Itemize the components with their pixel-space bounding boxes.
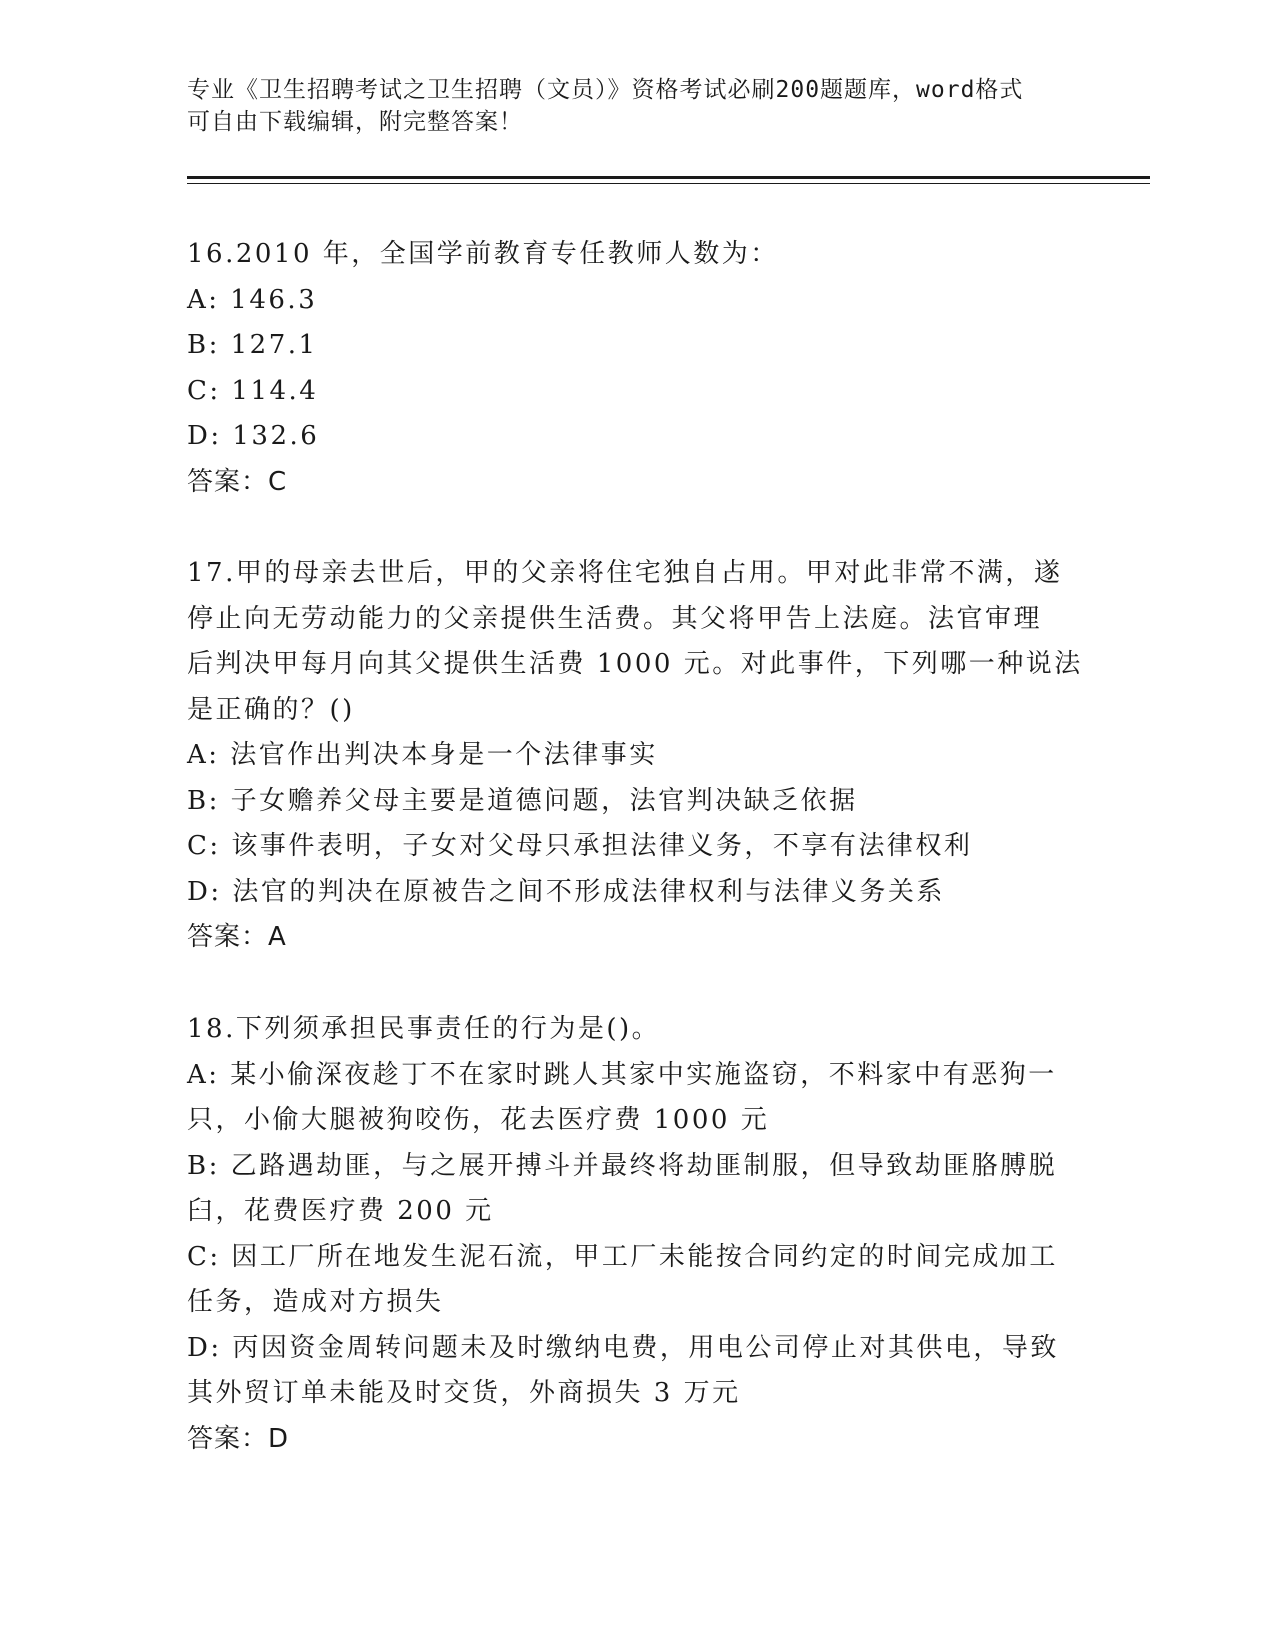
option-c-continued: 任务，造成对方损失 bbox=[187, 1287, 444, 1317]
answer: 答案：C bbox=[187, 466, 288, 497]
option-b-continued: 臼，花费医疗费 200 元 bbox=[187, 1196, 494, 1226]
answer: 答案：A bbox=[187, 922, 287, 952]
option-a: A: 法官作出判决本身是一个法律事实 bbox=[187, 740, 658, 770]
option-c: C: 因工厂所在地发生泥石流，甲工厂未能按合同约定的时间完成加工 bbox=[187, 1241, 1058, 1272]
header-divider-thin bbox=[187, 183, 1150, 184]
question-16 bbox=[187, 232, 1077, 505]
question-18 bbox=[187, 1007, 1077, 1462]
header-divider-thick bbox=[187, 176, 1150, 179]
question-17 bbox=[187, 551, 1083, 961]
header-line: 专业《卫生招聘考试之卫生招聘（文员）》资格考试必刷200题题库，word格式 bbox=[187, 77, 1024, 103]
question-stem: 停止向无劳动能力的父亲提供生活费。其父将甲告上法庭。法官审理 bbox=[187, 603, 1043, 634]
option-a-continued: 只，小偷大腿被狗咬伤，花去医疗费 1000 元 bbox=[187, 1105, 770, 1135]
question-stem: 17.甲的母亲去世后，甲的父亲将住宅独自占用。甲对此非常不满，遂 bbox=[187, 558, 1063, 588]
option-b: B: 子女赡养父母主要是道德问题，法官判决缺乏依据 bbox=[187, 785, 858, 816]
option-d-continued: 其外贸订单未能及时交货，外商损失 3 万元 bbox=[187, 1378, 741, 1408]
option-d: D: 丙因资金周转问题未及时缴纳电费，用电公司停止对其供电，导致 bbox=[187, 1332, 1059, 1363]
option-a: A: 146.3 bbox=[187, 284, 318, 315]
document-header bbox=[187, 74, 1067, 138]
header-line: 可自由下载编辑，附完整答案！ bbox=[187, 109, 523, 135]
answer: 答案：D bbox=[187, 1423, 290, 1454]
question-stem: 18.下列须承担民事责任的行为是()。 bbox=[187, 1014, 661, 1044]
question-stem: 16.2010 年，全国学前教育专任教师人数为： bbox=[187, 239, 779, 269]
option-c: C: 该事件表明，子女对父母只承担法律义务，不享有法律权利 bbox=[187, 831, 973, 861]
option-a: A: 某小偷深夜趁丁不在家时跳人其家中实施盗窃，不料家中有恶狗一 bbox=[187, 1059, 1057, 1090]
option-d: D: 法官的判决在原被告之间不形成法律权利与法律义务关系 bbox=[187, 876, 945, 907]
question-stem: 是正确的？() bbox=[187, 694, 355, 725]
question-stem: 后判决甲每月向其父提供生活费 1000 元。对此事件，下列哪一种说法 bbox=[187, 649, 1083, 679]
option-c: C: 114.4 bbox=[187, 375, 319, 406]
option-d: D: 132.6 bbox=[187, 421, 320, 451]
option-b: B: 127.1 bbox=[187, 330, 318, 360]
option-b: B: 乙路遇劫匪，与之展开搏斗并最终将劫匪制服，但导致劫匪胳膊脱 bbox=[187, 1150, 1058, 1181]
